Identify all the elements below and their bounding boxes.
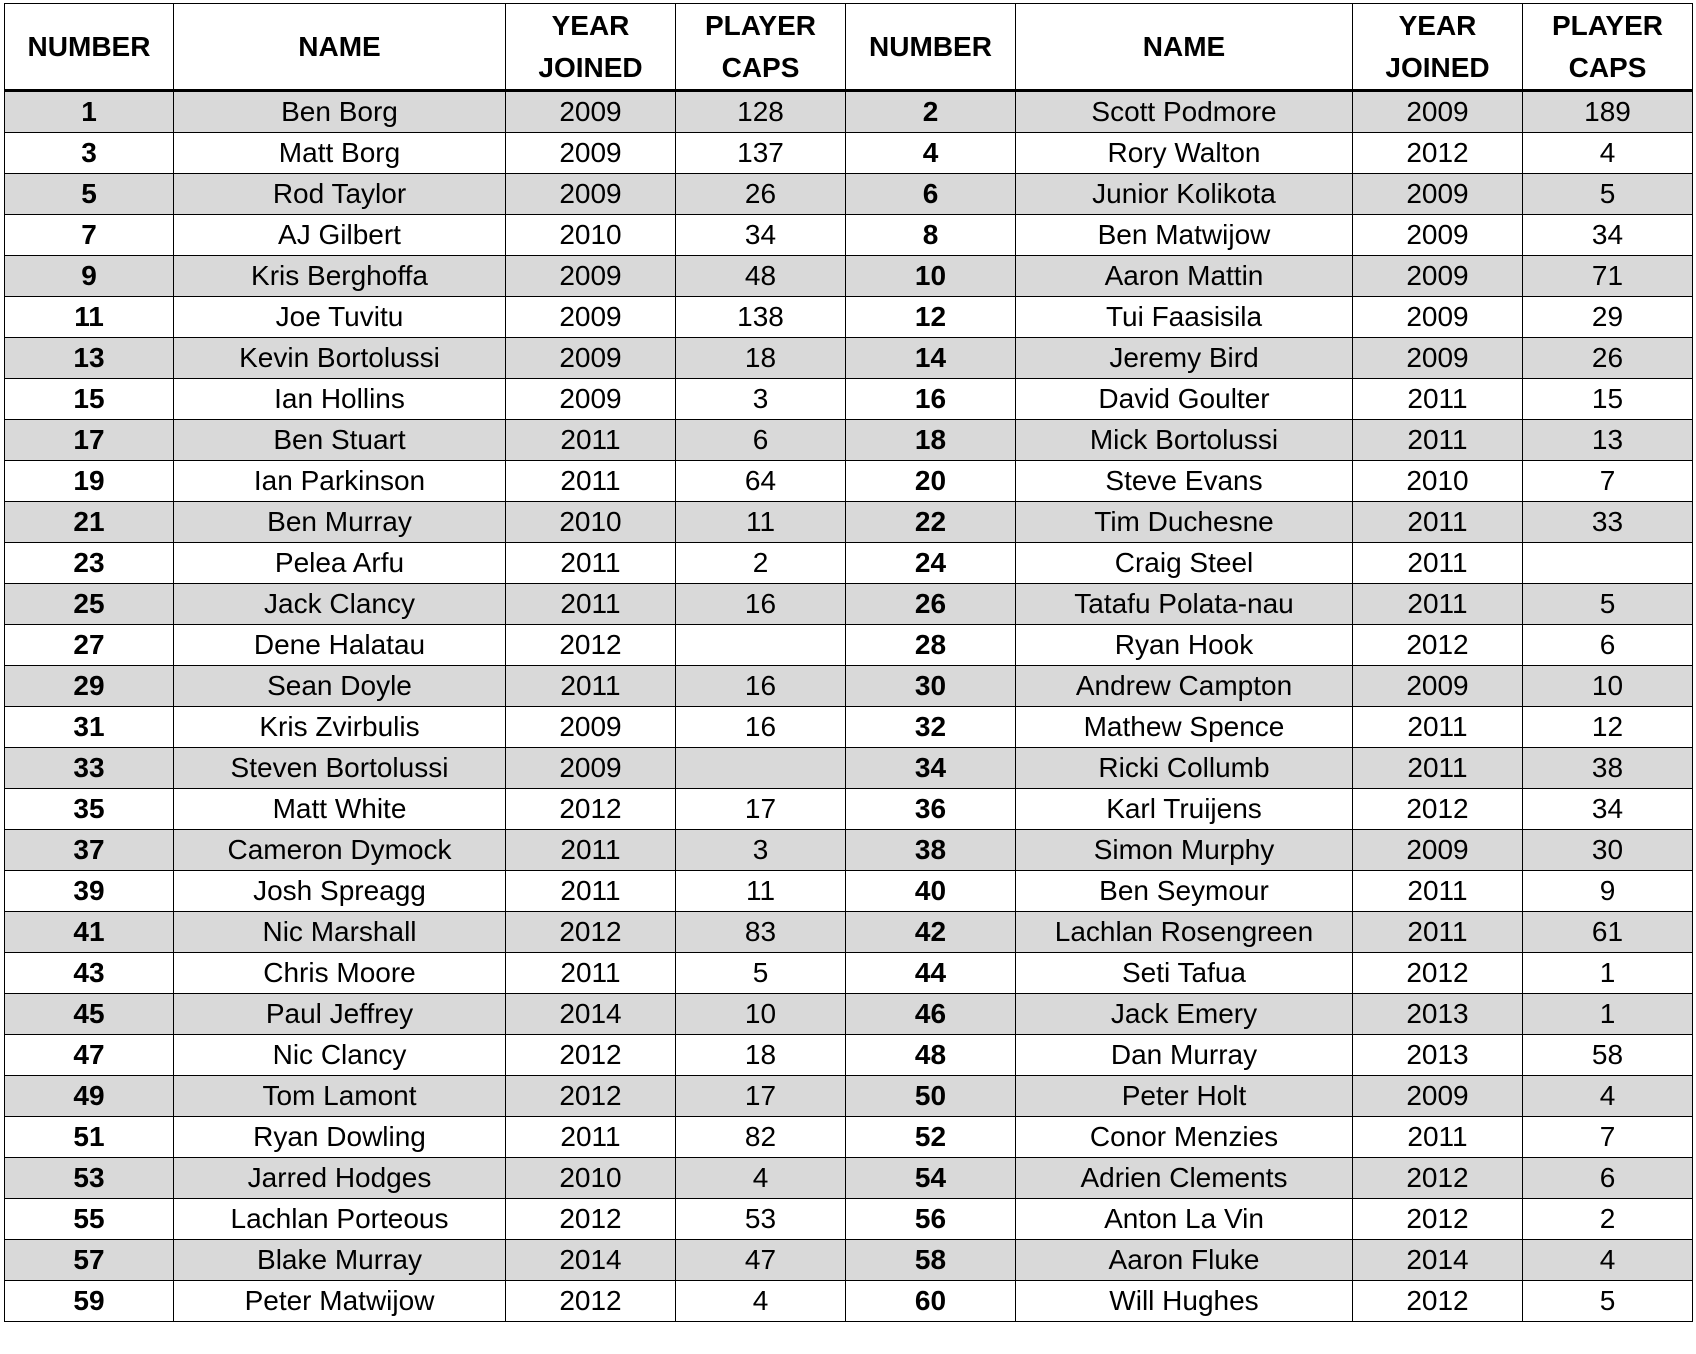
- table-row: [5, 502, 1693, 543]
- player-caps-cell-right: 30: [1523, 830, 1693, 871]
- year-joined-cell-left: 2011: [506, 1117, 676, 1158]
- table-row: [5, 215, 1693, 256]
- player-caps-cell-left: 4: [676, 1281, 846, 1322]
- player-caps-cell-right: 33: [1523, 502, 1693, 543]
- player-number-cell-right: 44: [846, 953, 1016, 994]
- player-name-cell-right: Junior Kolikota: [1016, 174, 1353, 215]
- player-number-cell-left: 57: [5, 1240, 174, 1281]
- player-name-cell-right: Mathew Spence: [1016, 707, 1353, 748]
- player-number-cell-right: 40: [846, 871, 1016, 912]
- player-caps-cell-left: 16: [676, 707, 846, 748]
- year-joined-cell-left: 2012: [506, 1076, 676, 1117]
- year-joined-cell-left: 2011: [506, 830, 676, 871]
- player-name-cell-left: Chris Moore: [174, 953, 506, 994]
- player-number-cell-left: 33: [5, 748, 174, 789]
- player-number-cell-left: 13: [5, 338, 174, 379]
- player-number-cell-right: 8: [846, 215, 1016, 256]
- table-row: [5, 1158, 1693, 1199]
- player-name-cell-left: Ben Murray: [174, 502, 506, 543]
- player-name-cell-left: Matt Borg: [174, 133, 506, 174]
- player-caps-cell-right: 2: [1523, 1199, 1693, 1240]
- player-caps-cell-right: 38: [1523, 748, 1693, 789]
- player-number-cell-right: 36: [846, 789, 1016, 830]
- year-joined-cell-left: 2011: [506, 584, 676, 625]
- year-joined-cell-right: 2009: [1353, 830, 1523, 871]
- player-name-cell-right: Aaron Fluke: [1016, 1240, 1353, 1281]
- player-number-cell-right: 52: [846, 1117, 1016, 1158]
- player-name-cell-right: Lachlan Rosengreen: [1016, 912, 1353, 953]
- header-year-joined-left: YEAR JOINED: [506, 4, 676, 91]
- year-joined-cell-right: 2011: [1353, 379, 1523, 420]
- player-caps-cell-left: 26: [676, 174, 846, 215]
- year-joined-cell-right: 2011: [1353, 543, 1523, 584]
- player-name-cell-left: Paul Jeffrey: [174, 994, 506, 1035]
- year-joined-cell-right: 2009: [1353, 297, 1523, 338]
- player-number-cell-left: 11: [5, 297, 174, 338]
- player-caps-cell-left: 17: [676, 789, 846, 830]
- player-number-cell-right: 30: [846, 666, 1016, 707]
- player-caps-cell-right: 29: [1523, 297, 1693, 338]
- player-number-cell-left: 37: [5, 830, 174, 871]
- year-joined-cell-left: 2011: [506, 953, 676, 994]
- player-number-cell-right: 42: [846, 912, 1016, 953]
- player-name-cell-left: Ian Hollins: [174, 379, 506, 420]
- year-joined-cell-right: 2011: [1353, 1117, 1523, 1158]
- player-number-cell-right: 48: [846, 1035, 1016, 1076]
- player-caps-cell-right: 61: [1523, 912, 1693, 953]
- player-name-cell-left: Pelea Arfu: [174, 543, 506, 584]
- player-name-cell-left: Jack Clancy: [174, 584, 506, 625]
- player-caps-cell-left: 3: [676, 830, 846, 871]
- player-number-cell-left: 39: [5, 871, 174, 912]
- table-row: [5, 666, 1693, 707]
- player-name-cell-left: Nic Clancy: [174, 1035, 506, 1076]
- player-number-cell-left: 5: [5, 174, 174, 215]
- table-row: [5, 748, 1693, 789]
- year-joined-cell-right: 2012: [1353, 1199, 1523, 1240]
- player-name-cell-left: Peter Matwijow: [174, 1281, 506, 1322]
- player-name-cell-right: Adrien Clements: [1016, 1158, 1353, 1199]
- player-caps-cell-right: 34: [1523, 215, 1693, 256]
- player-caps-cell-right: 7: [1523, 1117, 1693, 1158]
- player-name-cell-left: Cameron Dymock: [174, 830, 506, 871]
- year-joined-cell-right: 2009: [1353, 338, 1523, 379]
- player-caps-cell-right: 34: [1523, 789, 1693, 830]
- player-name-cell-right: Dan Murray: [1016, 1035, 1353, 1076]
- player-number-cell-right: 2: [846, 91, 1016, 133]
- year-joined-cell-right: 2010: [1353, 461, 1523, 502]
- player-caps-cell-right: 13: [1523, 420, 1693, 461]
- table-row: [5, 584, 1693, 625]
- header-name-right: NAME: [1016, 4, 1353, 91]
- player-number-cell-left: 43: [5, 953, 174, 994]
- year-joined-cell-left: 2009: [506, 297, 676, 338]
- year-joined-cell-left: 2009: [506, 707, 676, 748]
- player-caps-cell-left: 47: [676, 1240, 846, 1281]
- table-row: [5, 420, 1693, 461]
- player-name-cell-right: Peter Holt: [1016, 1076, 1353, 1117]
- year-joined-cell-right: 2009: [1353, 666, 1523, 707]
- year-joined-cell-right: 2012: [1353, 625, 1523, 666]
- table-row: [5, 625, 1693, 666]
- player-number-cell-left: 49: [5, 1076, 174, 1117]
- player-caps-cell-right: 10: [1523, 666, 1693, 707]
- year-joined-cell-right: 2009: [1353, 215, 1523, 256]
- year-joined-cell-left: 2012: [506, 1199, 676, 1240]
- table-row: [5, 994, 1693, 1035]
- header-number-right: NUMBER: [846, 4, 1016, 91]
- player-number-cell-left: 25: [5, 584, 174, 625]
- table-row: [5, 953, 1693, 994]
- player-number-cell-left: 17: [5, 420, 174, 461]
- player-name-cell-left: Steven Bortolussi: [174, 748, 506, 789]
- player-number-cell-left: 53: [5, 1158, 174, 1199]
- table-row: [5, 830, 1693, 871]
- player-caps-cell-left: 5: [676, 953, 846, 994]
- player-name-cell-right: Will Hughes: [1016, 1281, 1353, 1322]
- year-joined-cell-right: 2011: [1353, 502, 1523, 543]
- table-row: [5, 707, 1693, 748]
- player-number-cell-right: 14: [846, 338, 1016, 379]
- year-joined-cell-right: 2009: [1353, 174, 1523, 215]
- player-name-cell-left: Tom Lamont: [174, 1076, 506, 1117]
- player-number-cell-right: 58: [846, 1240, 1016, 1281]
- player-number-cell-right: 38: [846, 830, 1016, 871]
- header-player-caps-right: PLAYER CAPS: [1523, 4, 1693, 91]
- player-number-cell-left: 35: [5, 789, 174, 830]
- year-joined-cell-left: 2010: [506, 215, 676, 256]
- player-name-cell-left: Dene Halatau: [174, 625, 506, 666]
- year-joined-cell-right: 2011: [1353, 707, 1523, 748]
- player-name-cell-right: Ricki Collumb: [1016, 748, 1353, 789]
- player-number-cell-right: 12: [846, 297, 1016, 338]
- player-caps-cell-left: 11: [676, 502, 846, 543]
- player-name-cell-right: David Goulter: [1016, 379, 1353, 420]
- year-joined-cell-left: 2012: [506, 912, 676, 953]
- year-joined-cell-right: 2011: [1353, 912, 1523, 953]
- table-body: [5, 91, 1693, 1322]
- year-joined-cell-right: 2009: [1353, 91, 1523, 133]
- year-joined-cell-left: 2014: [506, 994, 676, 1035]
- table-row: [5, 1076, 1693, 1117]
- year-joined-cell-right: 2013: [1353, 1035, 1523, 1076]
- player-number-cell-left: 1: [5, 91, 174, 133]
- player-name-cell-right: Simon Murphy: [1016, 830, 1353, 871]
- player-caps-cell-left: 2: [676, 543, 846, 584]
- player-number-cell-right: 6: [846, 174, 1016, 215]
- year-joined-cell-right: 2011: [1353, 871, 1523, 912]
- year-joined-cell-left: 2011: [506, 871, 676, 912]
- player-name-cell-left: Ben Stuart: [174, 420, 506, 461]
- year-joined-cell-left: 2011: [506, 543, 676, 584]
- player-name-cell-left: Jarred Hodges: [174, 1158, 506, 1199]
- player-name-cell-right: Craig Steel: [1016, 543, 1353, 584]
- table-row: [5, 789, 1693, 830]
- player-name-cell-left: Kevin Bortolussi: [174, 338, 506, 379]
- player-number-cell-right: 46: [846, 994, 1016, 1035]
- player-number-cell-left: 15: [5, 379, 174, 420]
- player-name-cell-right: Tui Faasisila: [1016, 297, 1353, 338]
- player-name-cell-left: Rod Taylor: [174, 174, 506, 215]
- year-joined-cell-right: 2012: [1353, 1158, 1523, 1199]
- player-caps-cell-right: 5: [1523, 174, 1693, 215]
- player-number-cell-right: 10: [846, 256, 1016, 297]
- player-name-cell-right: Tim Duchesne: [1016, 502, 1353, 543]
- player-caps-cell-right: 71: [1523, 256, 1693, 297]
- player-number-cell-right: 54: [846, 1158, 1016, 1199]
- player-number-cell-left: 55: [5, 1199, 174, 1240]
- player-caps-cell-right: 7: [1523, 461, 1693, 502]
- year-joined-cell-right: 2011: [1353, 584, 1523, 625]
- header-player-caps-left: PLAYER CAPS: [676, 4, 846, 91]
- player-name-cell-right: Aaron Mattin: [1016, 256, 1353, 297]
- player-number-cell-left: 23: [5, 543, 174, 584]
- year-joined-cell-right: 2012: [1353, 789, 1523, 830]
- player-caps-cell-right: 26: [1523, 338, 1693, 379]
- player-number-cell-right: 28: [846, 625, 1016, 666]
- player-name-cell-right: Andrew Campton: [1016, 666, 1353, 707]
- player-name-cell-right: Jack Emery: [1016, 994, 1353, 1035]
- player-number-cell-left: 59: [5, 1281, 174, 1322]
- table-row: [5, 912, 1693, 953]
- player-caps-cell-left: 64: [676, 461, 846, 502]
- year-joined-cell-right: 2011: [1353, 420, 1523, 461]
- player-caps-cell-left: 16: [676, 666, 846, 707]
- player-name-cell-right: Mick Bortolussi: [1016, 420, 1353, 461]
- table-row: [5, 256, 1693, 297]
- year-joined-cell-left: 2011: [506, 420, 676, 461]
- year-joined-cell-left: 2011: [506, 666, 676, 707]
- player-caps-cell-left: 3: [676, 379, 846, 420]
- player-name-cell-right: Ben Matwijow: [1016, 215, 1353, 256]
- table-row: [5, 133, 1693, 174]
- player-number-cell-left: 41: [5, 912, 174, 953]
- player-caps-cell-left: [676, 625, 846, 666]
- player-caps-cell-right: 4: [1523, 1240, 1693, 1281]
- player-name-cell-left: Ben Borg: [174, 91, 506, 133]
- year-joined-cell-left: 2009: [506, 338, 676, 379]
- player-caps-cell-right: 1: [1523, 994, 1693, 1035]
- player-number-cell-left: 45: [5, 994, 174, 1035]
- player-number-cell-right: 32: [846, 707, 1016, 748]
- player-name-cell-left: Blake Murray: [174, 1240, 506, 1281]
- player-name-cell-left: Matt White: [174, 789, 506, 830]
- player-caps-cell-right: 5: [1523, 584, 1693, 625]
- player-caps-cell-left: 53: [676, 1199, 846, 1240]
- player-number-cell-left: 7: [5, 215, 174, 256]
- year-joined-cell-left: 2009: [506, 91, 676, 133]
- table-row: [5, 91, 1693, 133]
- player-caps-cell-left: 34: [676, 215, 846, 256]
- player-name-cell-right: Ben Seymour: [1016, 871, 1353, 912]
- table-row: [5, 1281, 1693, 1322]
- player-caps-cell-right: 4: [1523, 133, 1693, 174]
- player-name-cell-right: Karl Truijens: [1016, 789, 1353, 830]
- year-joined-cell-left: 2009: [506, 748, 676, 789]
- player-name-cell-right: Seti Tafua: [1016, 953, 1353, 994]
- player-name-cell-left: Kris Zvirbulis: [174, 707, 506, 748]
- table-row: [5, 297, 1693, 338]
- player-caps-cell-right: 5: [1523, 1281, 1693, 1322]
- year-joined-cell-right: 2012: [1353, 953, 1523, 994]
- player-caps-cell-left: 48: [676, 256, 846, 297]
- player-caps-cell-left: 83: [676, 912, 846, 953]
- player-number-cell-right: 18: [846, 420, 1016, 461]
- year-joined-cell-right: 2013: [1353, 994, 1523, 1035]
- player-name-cell-left: Kris Berghoffa: [174, 256, 506, 297]
- player-name-cell-left: AJ Gilbert: [174, 215, 506, 256]
- player-number-cell-left: 51: [5, 1117, 174, 1158]
- year-joined-cell-right: 2009: [1353, 1076, 1523, 1117]
- player-number-cell-left: 31: [5, 707, 174, 748]
- player-name-cell-right: Tatafu Polata-nau: [1016, 584, 1353, 625]
- player-caps-cell-left: 128: [676, 91, 846, 133]
- player-name-cell-right: Anton La Vin: [1016, 1199, 1353, 1240]
- player-number-cell-right: 34: [846, 748, 1016, 789]
- player-caps-cell-left: 82: [676, 1117, 846, 1158]
- year-joined-cell-right: 2014: [1353, 1240, 1523, 1281]
- table-row: [5, 1199, 1693, 1240]
- player-number-cell-left: 3: [5, 133, 174, 174]
- player-caps-cell-left: 138: [676, 297, 846, 338]
- player-caps-cell-left: 17: [676, 1076, 846, 1117]
- player-caps-cell-right: 6: [1523, 625, 1693, 666]
- year-joined-cell-left: 2011: [506, 461, 676, 502]
- year-joined-cell-right: 2012: [1353, 133, 1523, 174]
- player-name-cell-right: Scott Podmore: [1016, 91, 1353, 133]
- year-joined-cell-left: 2009: [506, 174, 676, 215]
- player-number-cell-right: 26: [846, 584, 1016, 625]
- player-caps-cell-right: 9: [1523, 871, 1693, 912]
- year-joined-cell-left: 2012: [506, 1281, 676, 1322]
- player-name-cell-left: Nic Marshall: [174, 912, 506, 953]
- header-year-joined-right: YEAR JOINED: [1353, 4, 1523, 91]
- player-number-cell-left: 27: [5, 625, 174, 666]
- year-joined-cell-left: 2009: [506, 379, 676, 420]
- player-caps-cell-left: 4: [676, 1158, 846, 1199]
- player-caps-cell-right: 12: [1523, 707, 1693, 748]
- player-name-cell-left: Sean Doyle: [174, 666, 506, 707]
- player-name-cell-right: Conor Menzies: [1016, 1117, 1353, 1158]
- year-joined-cell-left: 2010: [506, 502, 676, 543]
- player-caps-cell-left: 6: [676, 420, 846, 461]
- table-row: [5, 1240, 1693, 1281]
- player-number-cell-left: 29: [5, 666, 174, 707]
- player-caps-cell-right: 58: [1523, 1035, 1693, 1076]
- player-caps-cell-right: 4: [1523, 1076, 1693, 1117]
- year-joined-cell-left: 2012: [506, 625, 676, 666]
- year-joined-cell-left: 2010: [506, 1158, 676, 1199]
- player-caps-cell-left: 10: [676, 994, 846, 1035]
- player-caps-cell-right: 15: [1523, 379, 1693, 420]
- table-row: [5, 1035, 1693, 1076]
- player-name-cell-right: Steve Evans: [1016, 461, 1353, 502]
- header-name-left: NAME: [174, 4, 506, 91]
- player-number-cell-right: 20: [846, 461, 1016, 502]
- table-row: [5, 174, 1693, 215]
- player-name-cell-left: Ryan Dowling: [174, 1117, 506, 1158]
- player-caps-cell-right: 1: [1523, 953, 1693, 994]
- player-caps-cell-left: [676, 748, 846, 789]
- player-caps-cell-left: 18: [676, 1035, 846, 1076]
- year-joined-cell-right: 2012: [1353, 1281, 1523, 1322]
- table-row: [5, 543, 1693, 584]
- player-name-cell-right: Rory Walton: [1016, 133, 1353, 174]
- year-joined-cell-left: 2012: [506, 789, 676, 830]
- player-name-cell-left: Josh Spreagg: [174, 871, 506, 912]
- year-joined-cell-left: 2014: [506, 1240, 676, 1281]
- table-row: [5, 338, 1693, 379]
- year-joined-cell-left: 2012: [506, 1035, 676, 1076]
- player-caps-cell-right: [1523, 543, 1693, 584]
- player-name-cell-right: Jeremy Bird: [1016, 338, 1353, 379]
- table-header-row: [5, 4, 1693, 91]
- table-row: [5, 461, 1693, 502]
- player-number-cell-left: 19: [5, 461, 174, 502]
- player-number-cell-left: 47: [5, 1035, 174, 1076]
- player-caps-cell-left: 18: [676, 338, 846, 379]
- player-number-cell-right: 24: [846, 543, 1016, 584]
- player-number-cell-left: 21: [5, 502, 174, 543]
- player-number-cell-left: 9: [5, 256, 174, 297]
- player-caps-cell-left: 16: [676, 584, 846, 625]
- player-number-cell-right: 22: [846, 502, 1016, 543]
- player-number-cell-right: 60: [846, 1281, 1016, 1322]
- player-caps-cell-left: 11: [676, 871, 846, 912]
- table-row: [5, 1117, 1693, 1158]
- player-caps-table: [4, 3, 1693, 1322]
- player-caps-cell-right: 189: [1523, 91, 1693, 133]
- player-number-cell-right: 16: [846, 379, 1016, 420]
- header-number-left: NUMBER: [5, 4, 174, 91]
- player-name-cell-left: Lachlan Porteous: [174, 1199, 506, 1240]
- player-caps-cell-left: 137: [676, 133, 846, 174]
- year-joined-cell-right: 2009: [1353, 256, 1523, 297]
- player-name-cell-left: Joe Tuvitu: [174, 297, 506, 338]
- player-number-cell-right: 56: [846, 1199, 1016, 1240]
- table-row: [5, 871, 1693, 912]
- year-joined-cell-right: 2011: [1353, 748, 1523, 789]
- player-number-cell-right: 4: [846, 133, 1016, 174]
- player-name-cell-left: Ian Parkinson: [174, 461, 506, 502]
- year-joined-cell-left: 2009: [506, 133, 676, 174]
- player-number-cell-right: 50: [846, 1076, 1016, 1117]
- year-joined-cell-left: 2009: [506, 256, 676, 297]
- player-caps-cell-right: 6: [1523, 1158, 1693, 1199]
- table-row: [5, 379, 1693, 420]
- player-name-cell-right: Ryan Hook: [1016, 625, 1353, 666]
